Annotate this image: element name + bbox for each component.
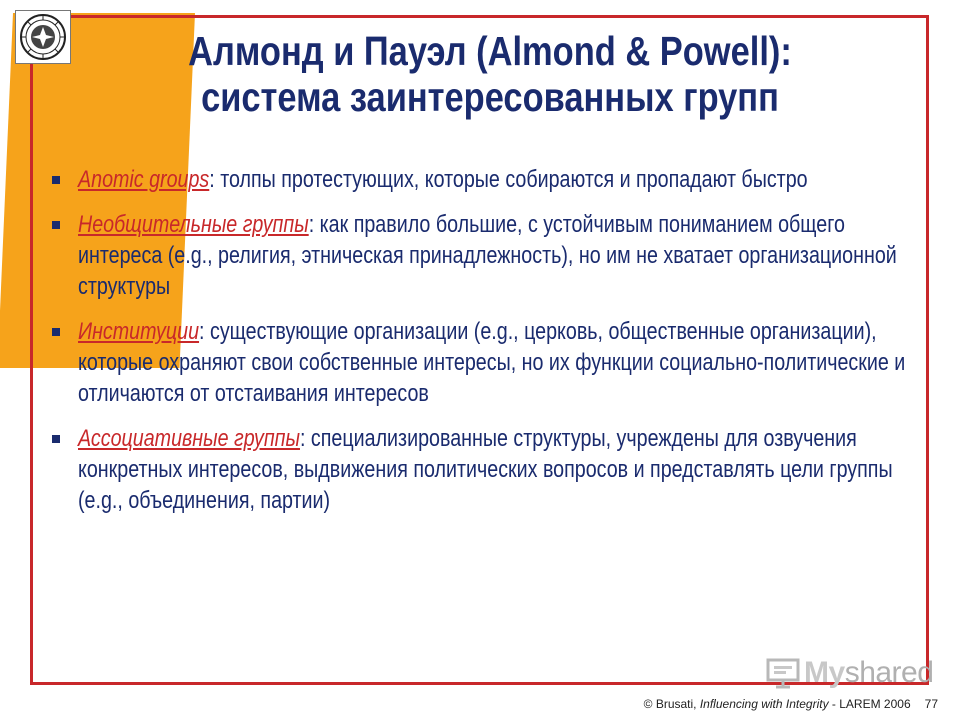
footer-copyright: © Brusati, bbox=[643, 697, 700, 711]
bullet-description: : толпы протестующих, которые собираются и пропадают быстро bbox=[209, 166, 808, 193]
myshared-watermark bbox=[766, 656, 933, 690]
bullet-item bbox=[52, 316, 912, 409]
square-bullet-icon bbox=[52, 328, 60, 336]
bullet-list bbox=[52, 164, 912, 516]
slide-title bbox=[129, 28, 851, 120]
title-line-2: система заинтересованных групп bbox=[201, 74, 779, 120]
bullet-item bbox=[52, 209, 912, 302]
slide-content bbox=[52, 164, 912, 530]
page-number: 77 bbox=[924, 697, 938, 711]
bullet-description: : специализированные структуры, учреждены для озвучения конкретных интересов, выдвижения политических вопросов и представлять цели группы (e.g., объединения, партии) bbox=[78, 425, 893, 514]
bullet-description: : как правило большие, с устойчивым пониманием общего интереса (e.g., религия, этническая принадлежность), но им не хватает организационной структуры bbox=[78, 211, 897, 300]
bullet-text bbox=[78, 423, 914, 516]
bullet-term: Институции bbox=[78, 318, 200, 345]
square-bullet-icon bbox=[52, 221, 60, 229]
university-seal-logo bbox=[15, 10, 71, 64]
bullet-term: Ассоциативные группы bbox=[78, 425, 300, 452]
bullet-text bbox=[78, 209, 914, 302]
bullet-term: Необщительные группы bbox=[78, 211, 309, 238]
slide-footer bbox=[644, 697, 938, 711]
bullet-text bbox=[78, 316, 914, 409]
square-bullet-icon bbox=[52, 176, 60, 184]
bullet-item bbox=[52, 423, 912, 516]
bullet-text bbox=[78, 164, 914, 195]
footer-event: - LAREM 2006 bbox=[828, 697, 911, 711]
title-line-1: Алмонд и Пауэл (Almond & Powell): bbox=[188, 28, 792, 74]
footer-work-title: Influencing with Integrity bbox=[699, 697, 829, 711]
bullet-item bbox=[52, 164, 912, 195]
square-bullet-icon bbox=[52, 435, 60, 443]
presentation-screen-icon bbox=[766, 657, 800, 689]
watermark-text: Myshared bbox=[804, 656, 934, 689]
bullet-term: Anomic groups bbox=[78, 166, 210, 193]
bullet-description: : существующие организации (e.g., церковь, общественные организации), которые охраняют свои собственные интересы, но их функции социально-политические и отличаются от отстаивания интересов bbox=[78, 318, 906, 407]
